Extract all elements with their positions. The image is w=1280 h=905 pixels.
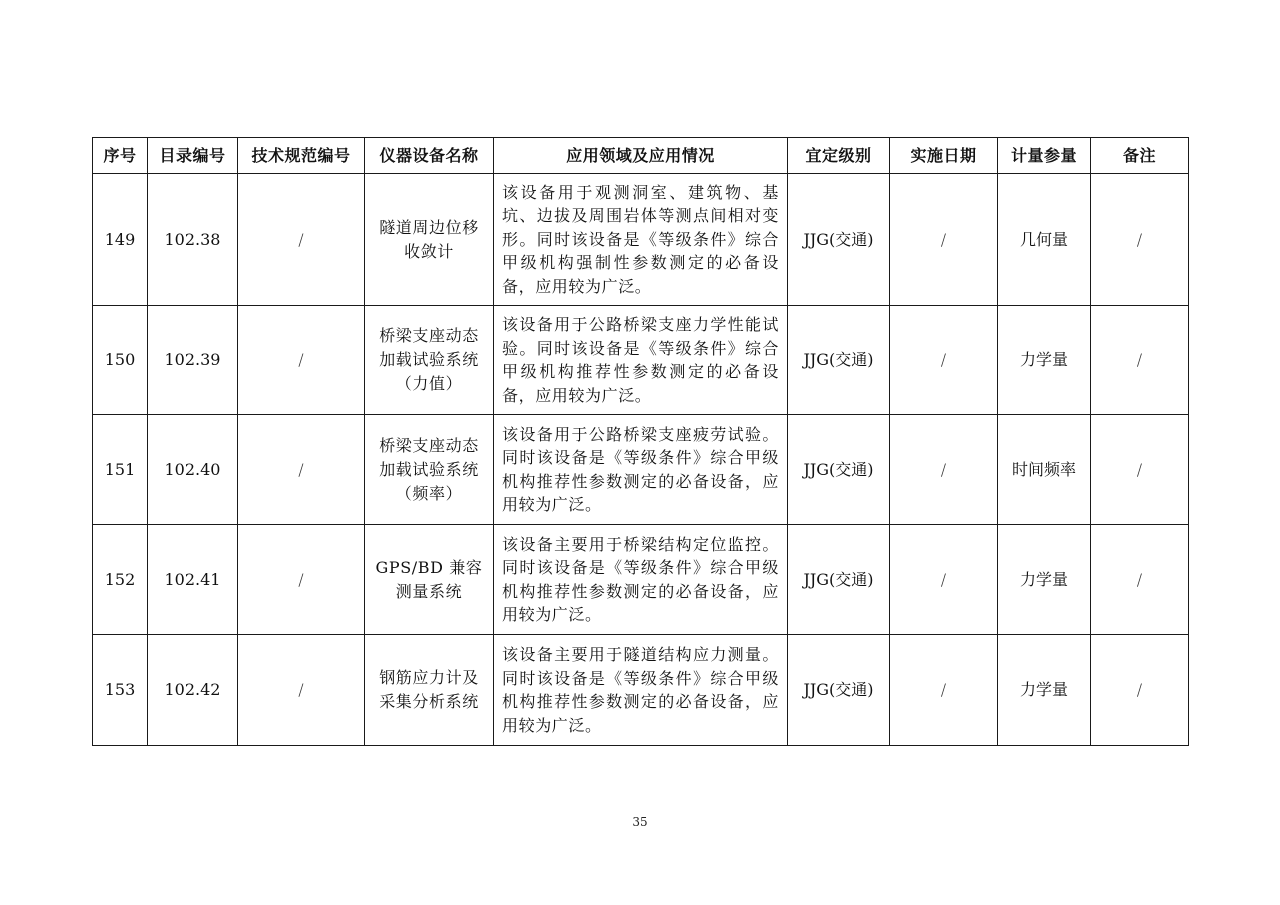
cell-spec: / (238, 635, 365, 746)
cell-catalog: 102.40 (148, 415, 238, 525)
cell-remark: / (1091, 415, 1189, 525)
cell-level: JJG(交通) (788, 415, 890, 525)
cell-no: 153 (93, 635, 148, 746)
cell-date: / (890, 525, 998, 635)
header-no: 序号 (93, 138, 148, 174)
cell-device: 钢筋应力计及采集分析系统 (365, 635, 494, 746)
cell-catalog: 102.38 (148, 174, 238, 306)
cell-no: 149 (93, 174, 148, 306)
cell-remark: / (1091, 306, 1189, 415)
cell-date: / (890, 174, 998, 306)
cell-no: 151 (93, 415, 148, 525)
cell-application: 该设备主要用于桥梁结构定位监控。同时该设备是《等级条件》综合甲级机构推荐性参数测定的必备设备，应用较为广泛。 (494, 525, 788, 635)
cell-level: JJG(交通) (788, 525, 890, 635)
cell-param: 力学量 (998, 635, 1091, 746)
header-spec: 技术规范编号 (238, 138, 365, 174)
page-number: 35 (632, 815, 648, 829)
cell-level: JJG(交通) (788, 306, 890, 415)
table-row (93, 174, 1189, 306)
cell-spec: / (238, 174, 365, 306)
cell-remark: / (1091, 635, 1189, 746)
cell-spec: / (238, 525, 365, 635)
cell-no: 150 (93, 306, 148, 415)
cell-param: 力学量 (998, 306, 1091, 415)
cell-application: 该设备用于公路桥梁支座疲劳试验。同时该设备是《等级条件》综合甲级机构推荐性参数测定的必备设备，应用较为广泛。 (494, 415, 788, 525)
cell-device: 隧道周边位移收敛计 (365, 174, 494, 306)
cell-param: 时间频率 (998, 415, 1091, 525)
cell-spec: / (238, 306, 365, 415)
header-remark: 备注 (1091, 138, 1189, 174)
cell-device: 桥梁支座动态加载试验系统（力值） (365, 306, 494, 415)
header-application: 应用领域及应用情况 (494, 138, 788, 174)
cell-param: 力学量 (998, 525, 1091, 635)
cell-catalog: 102.39 (148, 306, 238, 415)
header-param: 计量参量 (998, 138, 1091, 174)
equipment-table (92, 137, 1189, 746)
cell-level: JJG(交通) (788, 635, 890, 746)
cell-no: 152 (93, 525, 148, 635)
cell-application: 该设备主要用于隧道结构应力测量。同时该设备是《等级条件》综合甲级机构推荐性参数测定的必备设备，应用较为广泛。 (494, 635, 788, 746)
table-row (93, 306, 1189, 415)
cell-param: 几何量 (998, 174, 1091, 306)
cell-date: / (890, 415, 998, 525)
cell-device: 桥梁支座动态加载试验系统（频率） (365, 415, 494, 525)
table-row (93, 525, 1189, 635)
cell-catalog: 102.42 (148, 635, 238, 746)
table-header-row (93, 138, 1189, 174)
table-row (93, 635, 1189, 746)
cell-date: / (890, 306, 998, 415)
cell-catalog: 102.41 (148, 525, 238, 635)
cell-remark: / (1091, 525, 1189, 635)
table-row (93, 415, 1189, 525)
header-date: 实施日期 (890, 138, 998, 174)
cell-date: / (890, 635, 998, 746)
header-level: 宜定级别 (788, 138, 890, 174)
header-catalog: 目录编号 (148, 138, 238, 174)
cell-application: 该设备用于观测洞室、建筑物、基坑、边拔及周围岩体等测点间相对变形。同时该设备是《等级条件》综合甲级机构强制性参数测定的必备设备，应用较为广泛。 (494, 174, 788, 306)
cell-remark: / (1091, 174, 1189, 306)
cell-level: JJG(交通) (788, 174, 890, 306)
cell-spec: / (238, 415, 365, 525)
cell-application: 该设备用于公路桥梁支座力学性能试验。同时该设备是《等级条件》综合甲级机构推荐性参数测定的必备设备，应用较为广泛。 (494, 306, 788, 415)
cell-device: GPS/BD 兼容测量系统 (365, 525, 494, 635)
header-device: 仪器设备名称 (365, 138, 494, 174)
